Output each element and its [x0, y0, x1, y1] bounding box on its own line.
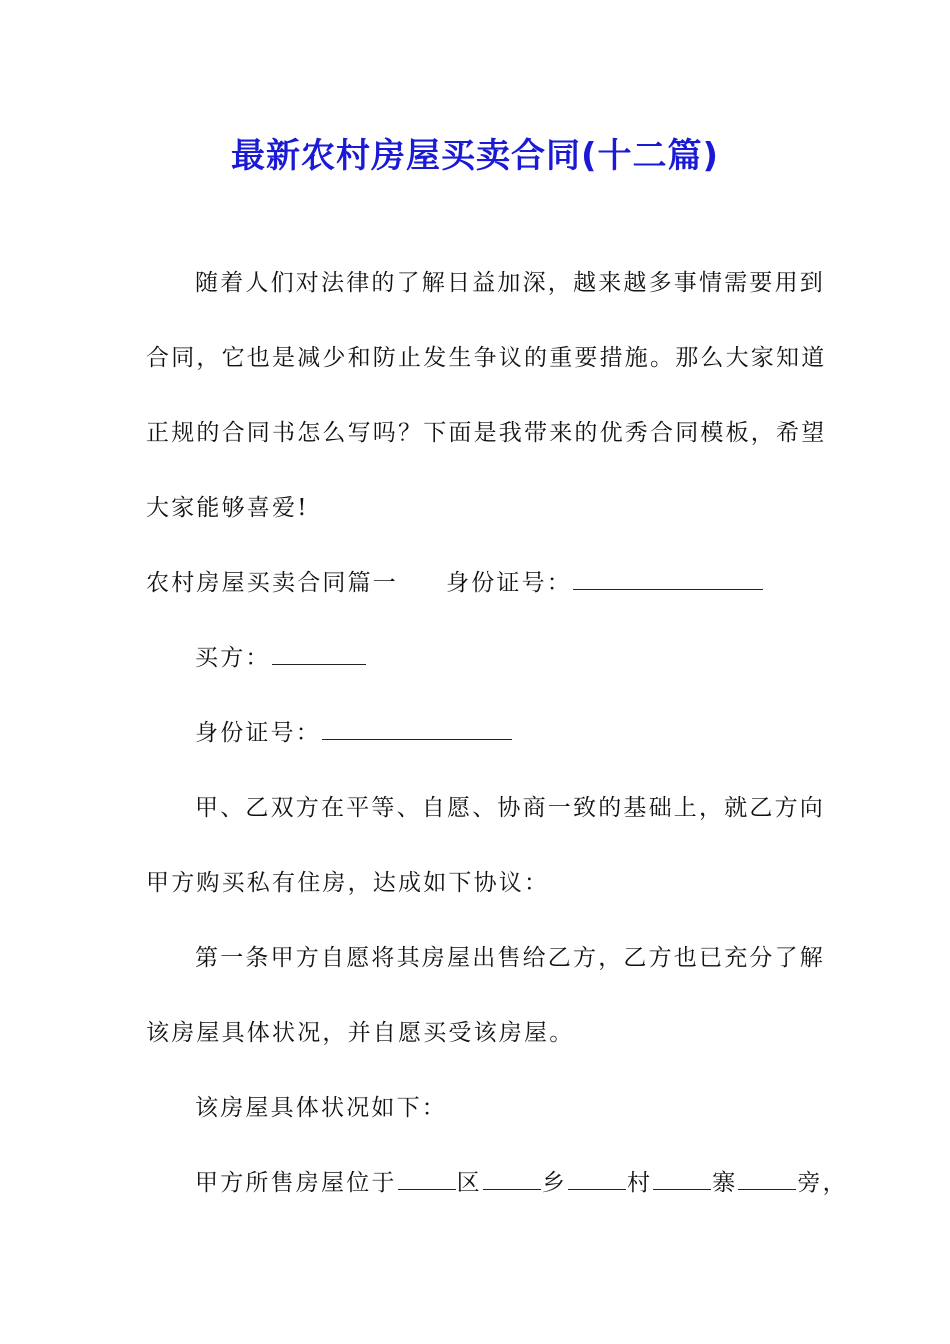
location-suffix: 旁，: [797, 1170, 848, 1196]
intro-line-1: 随着人们对法律的了解日益加深，越来越多事情需要用到: [195, 270, 825, 296]
buyer-id-line: [195, 718, 513, 748]
intro-line-2: 合同，它也是减少和防止发生争议的重要措施。那么大家知道: [146, 345, 827, 371]
location-prefix: 甲方所售房屋位于: [195, 1170, 397, 1196]
intro-line-3: 正规的合同书怎么写吗？下面是我带来的优秀合同模板，希望: [146, 420, 827, 446]
agreement-line-2: 甲方购买私有住房，达成如下协议：: [146, 870, 550, 896]
township-blank: [483, 1169, 541, 1190]
nearby-blank: [738, 1169, 796, 1190]
seller-id-label: 身份证号：: [446, 570, 572, 596]
hamlet-blank: [653, 1169, 711, 1190]
article-one-line-2: 该房屋具体状况，并自愿买受该房屋。: [146, 1020, 575, 1046]
buyer-id-label: 身份证号：: [195, 720, 321, 746]
buyer-label: 买方：: [195, 645, 271, 671]
location-line: [195, 1168, 848, 1198]
section-heading: 农村房屋买卖合同篇一: [146, 570, 398, 596]
district-blank: [398, 1169, 456, 1190]
district-label: 区: [456, 1170, 482, 1196]
buyer-id-blank: [322, 719, 512, 740]
article-one-line-1: 第一条甲方自愿将其房屋出售给乙方，乙方也已充分了解: [195, 945, 825, 971]
agreement-line-1: 甲、乙双方在平等、自愿、协商一致的基础上，就乙方向: [195, 795, 825, 821]
status-heading: 该房屋具体状况如下：: [195, 1095, 447, 1121]
buyer-name-blank: [272, 644, 366, 665]
document-title: 最新农村房屋买卖合同(十二篇): [230, 136, 720, 176]
seller-id-blank: [573, 569, 763, 590]
village-label: 村: [627, 1170, 653, 1196]
intro-line-4: 大家能够喜爱!: [146, 495, 309, 521]
hamlet-label: 寨: [712, 1170, 738, 1196]
township-label: 乡: [541, 1170, 568, 1196]
buyer-line: [195, 643, 367, 673]
village-blank: [568, 1169, 626, 1190]
section-heading-line: [146, 568, 764, 598]
